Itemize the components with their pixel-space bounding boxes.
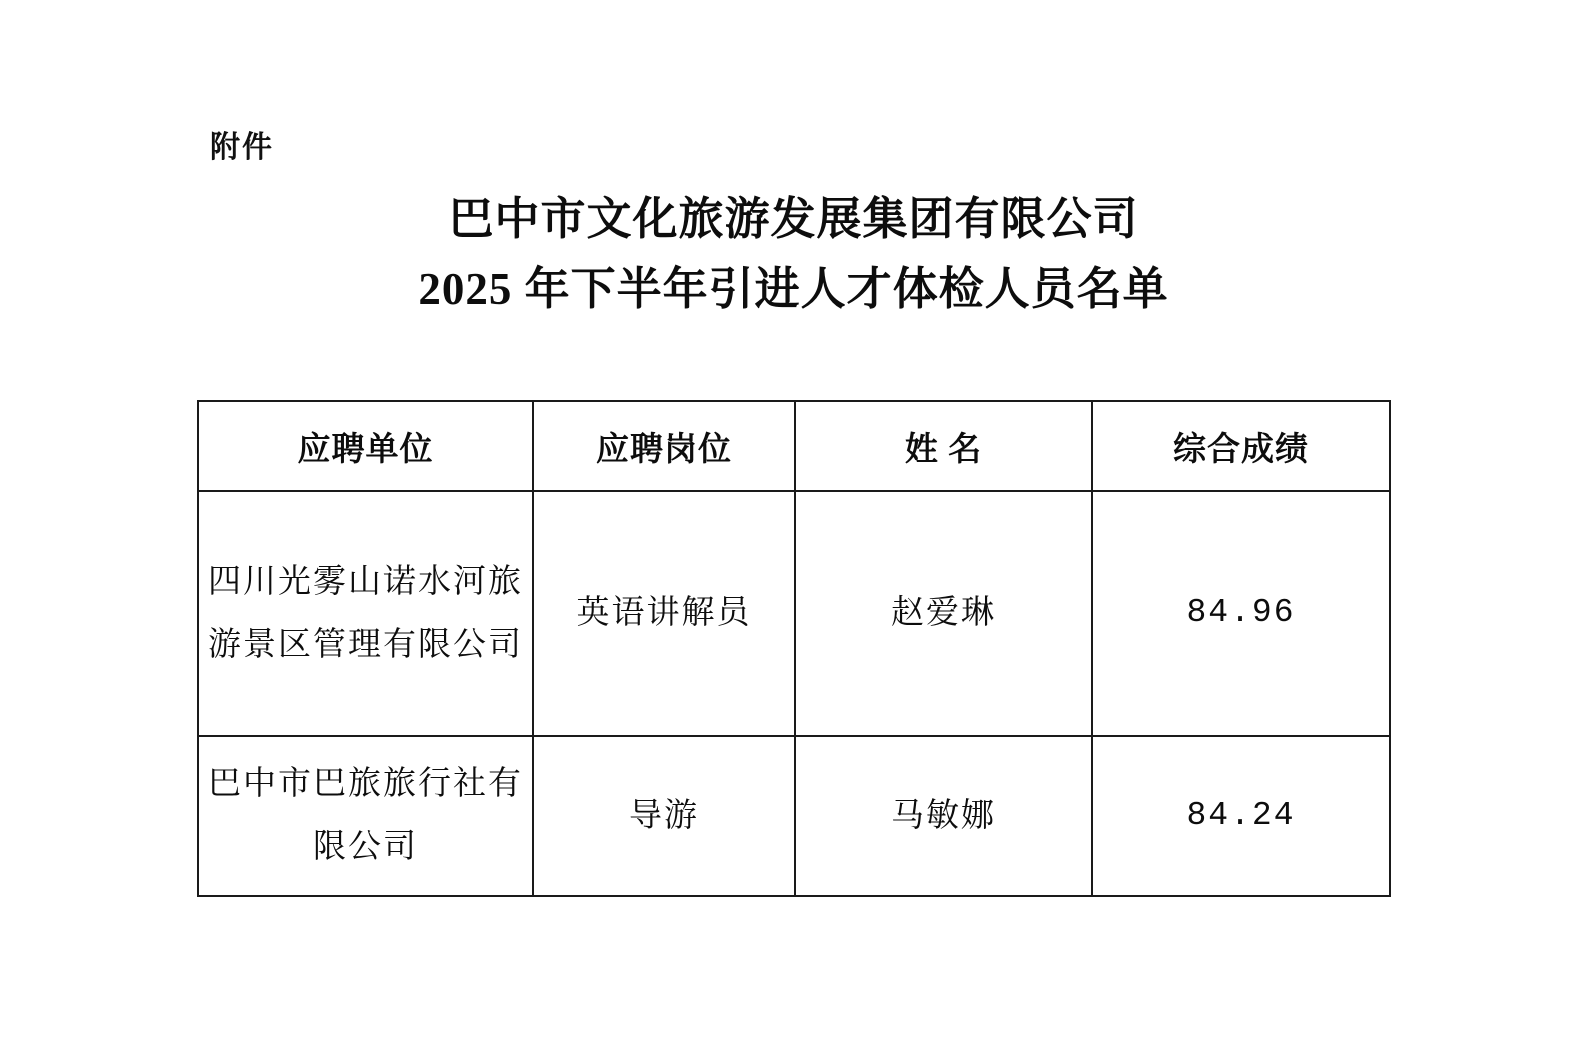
cell-name: 马敏娜 [795, 736, 1092, 896]
cell-post: 英语讲解员 [533, 491, 795, 736]
page-title-line-1: 巴中市文化旅游发展集团有限公司 [448, 194, 1139, 244]
cell-unit: 巴中市巴旅旅行社有限公司 [198, 736, 533, 896]
cell-post: 导游 [533, 736, 795, 896]
table-row [198, 491, 1390, 736]
cell-unit: 四川光雾山诺水河旅游景区管理有限公司 [198, 491, 533, 736]
cell-score: 84.24 [1092, 736, 1390, 896]
table-body [198, 491, 1390, 896]
personnel-table-container [197, 400, 1389, 897]
column-header-unit: 应聘单位 [198, 401, 533, 491]
column-header-score: 综合成绩 [1092, 401, 1390, 491]
page-title-line-2: 2025 年下半年引进人才体检人员名单 [418, 263, 1169, 314]
table-header [198, 401, 1390, 491]
table-header-row [198, 401, 1390, 491]
cell-name: 赵爱琳 [795, 491, 1092, 736]
attachment-label: 附件 [210, 131, 274, 164]
column-header-name: 姓 名 [795, 401, 1092, 491]
column-header-post: 应聘岗位 [533, 401, 795, 491]
personnel-table [197, 400, 1391, 897]
page-title [0, 185, 1587, 325]
cell-score: 84.96 [1092, 491, 1390, 736]
table-row [198, 736, 1390, 896]
